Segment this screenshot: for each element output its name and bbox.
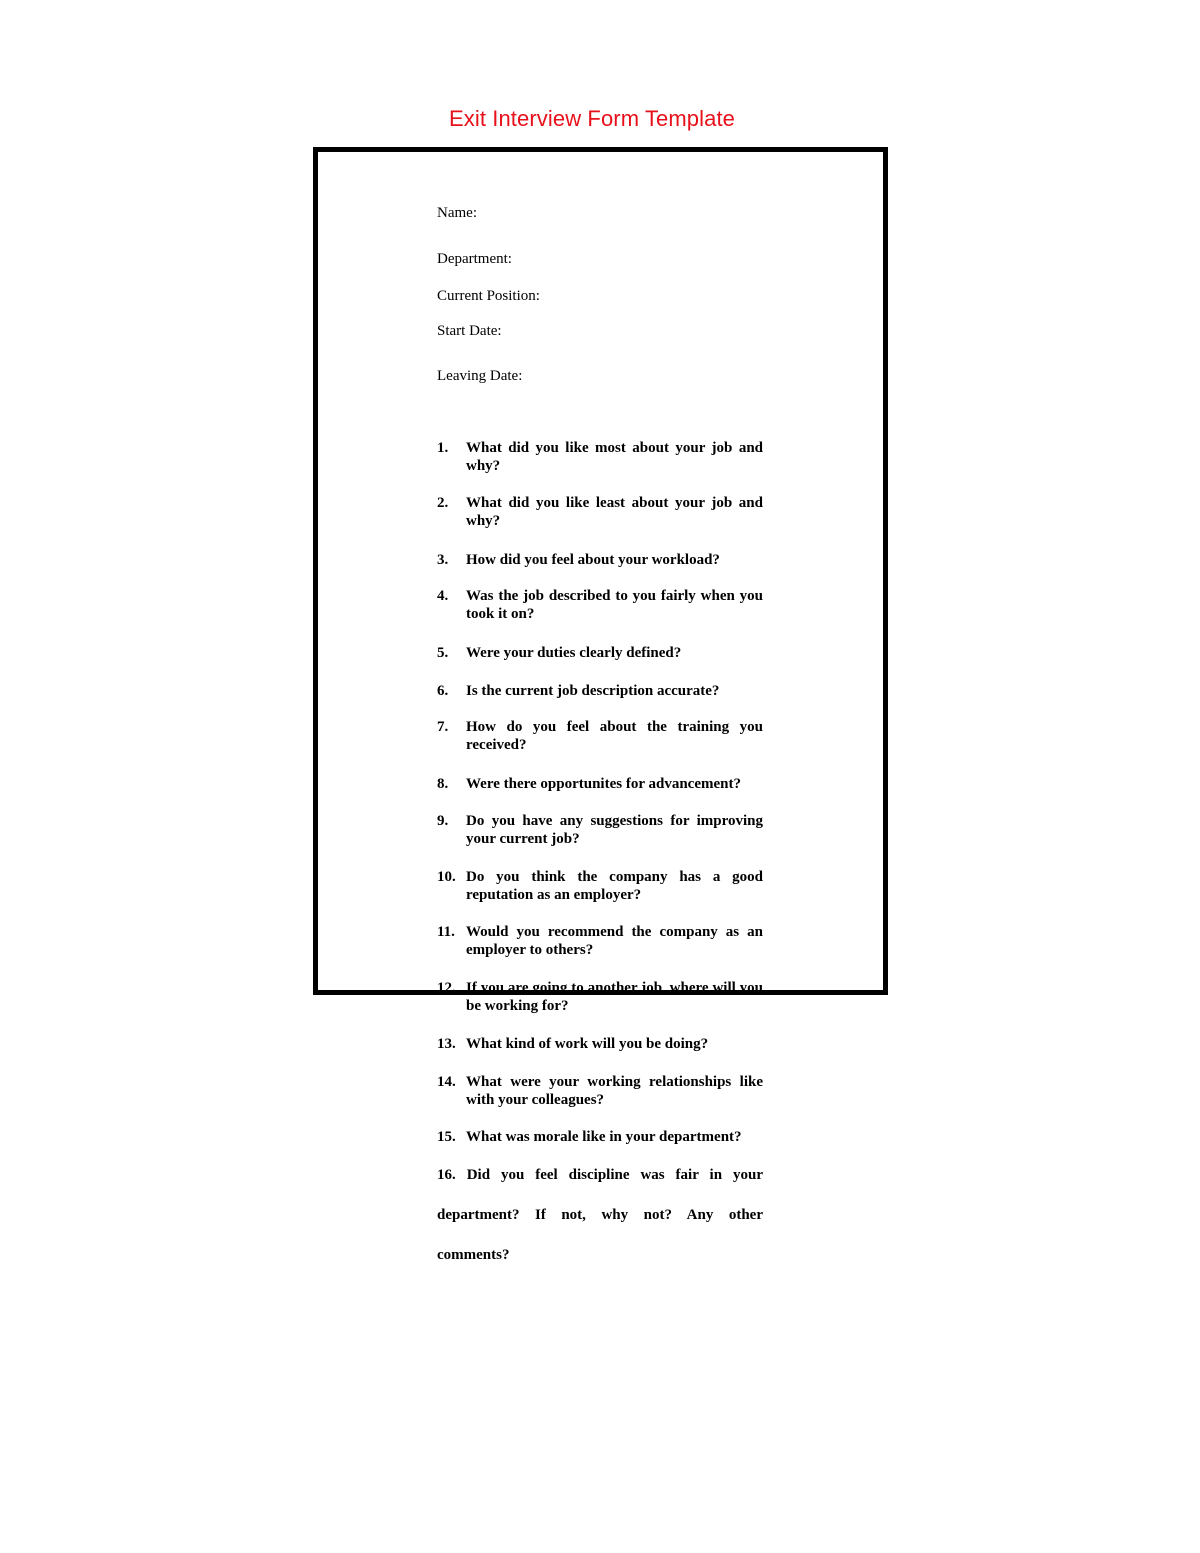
question-text: What were your working relationships like with your colleagues? — [466, 1074, 763, 1108]
question-text: Would you recommend the company as an employer to others? — [466, 924, 763, 958]
question-number: 8. — [437, 776, 449, 792]
question-text: Was the job described to you fairly when you took it on? — [466, 588, 763, 622]
question-number: 6. — [437, 683, 449, 699]
question-number: 2. — [437, 495, 449, 511]
form-title: Exit Interview Form Template — [448, 106, 736, 131]
question-16-text — [437, 1155, 763, 1275]
question-number: 1. — [437, 440, 449, 456]
question-text: How do you feel about the training you received? — [466, 719, 763, 753]
question-text: Do you think the company has a good reputation as an employer? — [466, 869, 763, 903]
question-number: 15. — [437, 1129, 456, 1145]
question-number: 13. — [437, 1036, 456, 1052]
question-text: Do you have any suggestions for improving your current job? — [466, 813, 763, 847]
question-number: 9. — [437, 813, 449, 829]
question-number: 3. — [437, 552, 449, 568]
question-text: Is the current job description accurate? — [466, 683, 720, 699]
question-text: What was morale like in your department? — [466, 1129, 742, 1145]
question-text: What did you like least about your job and why? — [466, 495, 763, 529]
question-text: Were there opportunites for advancement? — [466, 776, 741, 792]
leaving-date-field-label: Leaving Date: — [437, 368, 523, 384]
question-text: If you are going to another job, where will you be working for? — [466, 980, 763, 1014]
question-text: How did you feel about your workload? — [466, 552, 720, 568]
current-position-field-label: Current Position: — [437, 288, 540, 304]
name-field-label: Name: — [437, 205, 477, 221]
question-text: What kind of work will you be doing? — [466, 1036, 709, 1052]
question-number: 5. — [437, 645, 449, 661]
question-number: 16. — [437, 1167, 456, 1183]
question-number: 7. — [437, 719, 449, 735]
start-date-field-label: Start Date: — [437, 323, 502, 339]
question-number: 11. — [437, 924, 455, 940]
question-number: 4. — [437, 588, 449, 604]
department-field-label: Department: — [437, 251, 512, 267]
question-number: 12. — [437, 980, 456, 996]
question-number: 10. — [437, 869, 456, 885]
question-text: What did you like most about your job and why? — [466, 440, 763, 474]
question-text: Were your duties clearly defined? — [466, 645, 682, 661]
question-text: Did you feel discipline was fair in your department? If not, why not? Any other comments? — [437, 1167, 763, 1263]
question-number: 14. — [437, 1074, 456, 1090]
